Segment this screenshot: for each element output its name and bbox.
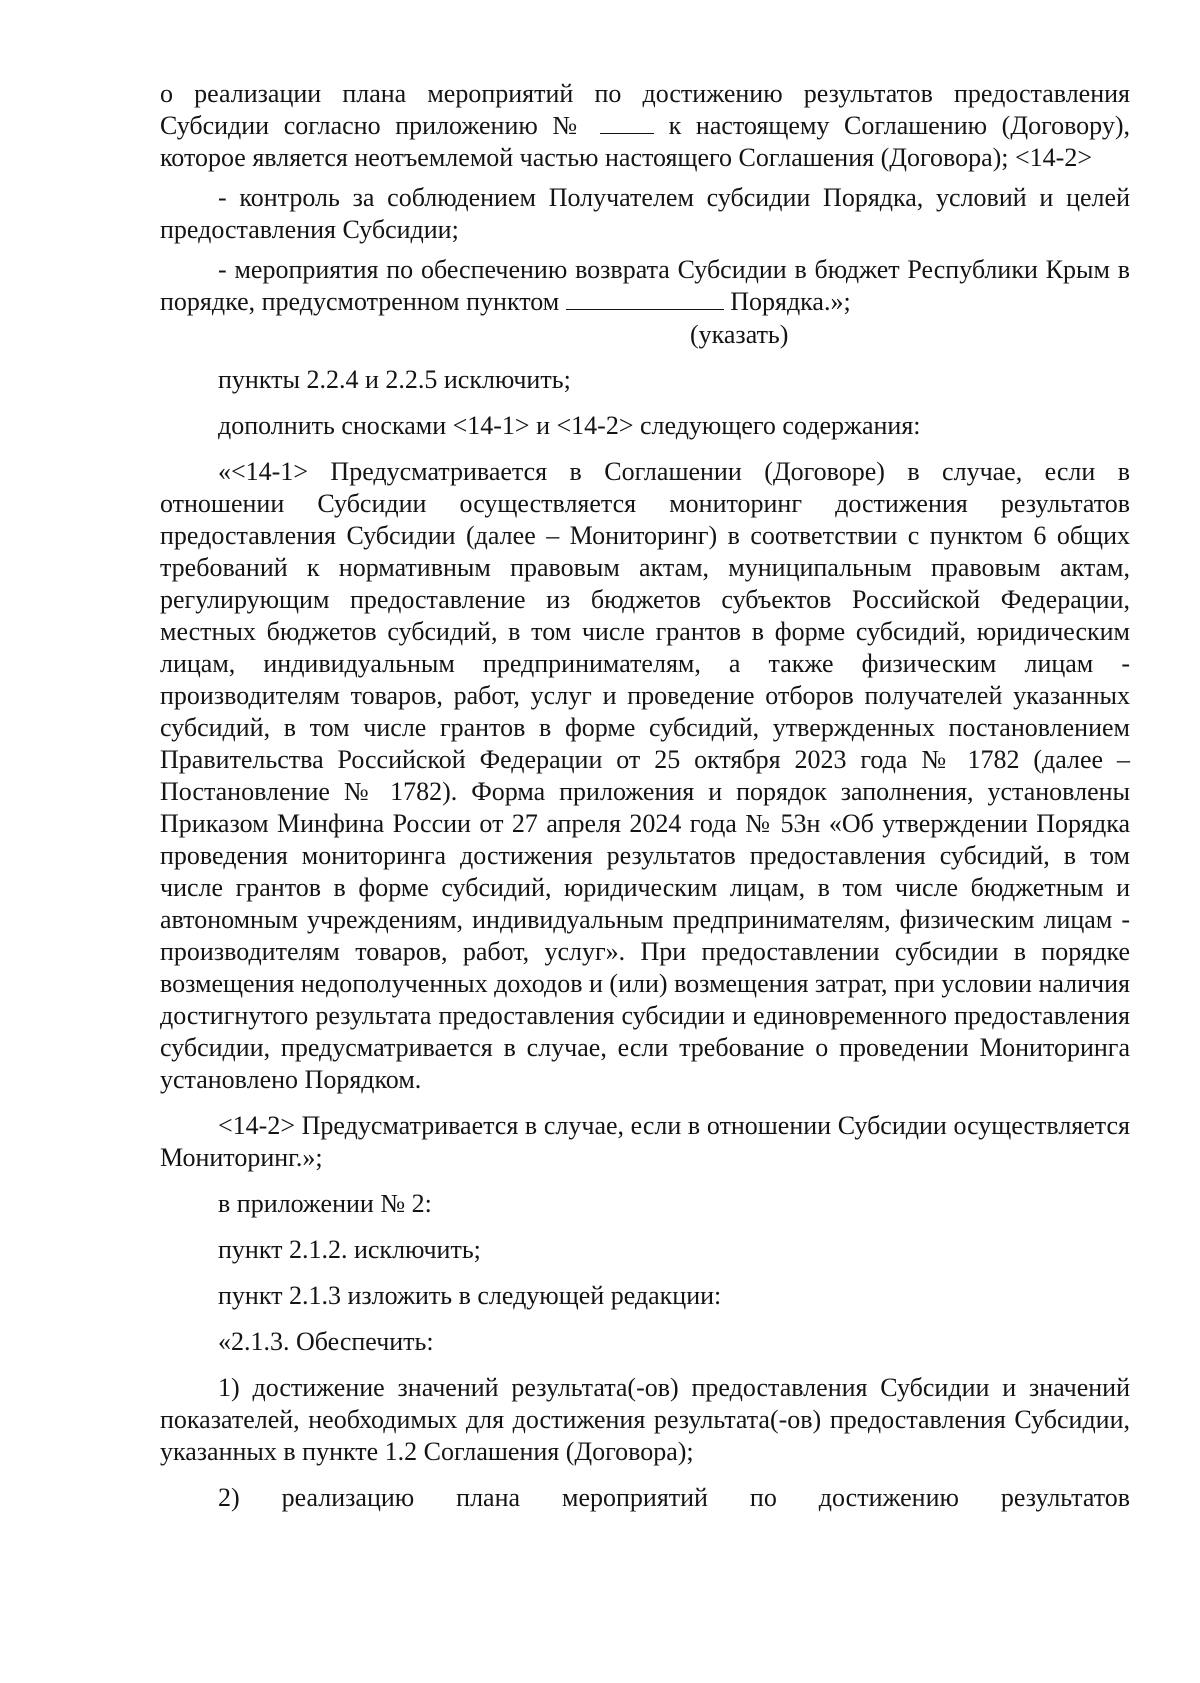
text-line: Порядка.»; — [730, 287, 851, 316]
text-line: - мероприятия по обеспечению возврата Субсидии в бюджет Республики Крым в порядке, предусмотренном пунктом — [160, 255, 1130, 316]
footnote-14-2: <14-2> Предусматривается в случае, если в отношении Субсидии осуществляется Мониторинг.»; — [160, 1111, 1130, 1172]
paragraph-plan-line2 — [160, 110, 1130, 142]
list-item-2: 2) реализацию плана мероприятий по достижению результатов — [218, 1483, 1130, 1512]
paragraph-restate-2-1-3: пункт 2.1.3 изложить в следующей редакции: — [218, 1281, 722, 1310]
paragraph-2-1-3-heading: «2.1.3. Обеспечить: — [218, 1327, 434, 1356]
paragraph-exclude-2-1-2: пункт 2.1.2. исключить; — [218, 1235, 481, 1264]
footnote-14-1: «<14-1> Предусматривается в Соглашении (Договоре) в случае, если в отношении Субсидии осуществляется мониторинг достижения результатов предоставления Субсидии (далее – Мониторинг) в соответствии с пунктом 6 общих требований к нормативным правовым актам, муниципальным правовым актам, регулирующим предоставление из бюджетов субъектов Российской Федерации, местных бюджетов субсидий, в том числе грантов в форме субсидий, юридическим лицам, индивидуальным предпринимателям, а также физическим лицам - производителям товаров, работ, услуг и проведение отборов получателей указанных субсидий, в том числе грантов в форме субсидий, утвержденных постановлением Правительства Российской Федерации от 25 октября 2023 года № 1782 (далее – Постановление № 1782). Форма приложения и порядок заполнения, установлены Приказом Минфина России от 27 апреля 2024 года № 53н «Об утверждении Порядка проведения мониторинга достижения результатов предоставления субсидий, в том числе грантов в форме субсидий, юридическим лицам, в том числе бюджетным и автономным учреждениям, индивидуальным предпринимателям, физическим лицам - производителям товаров, работ, услуг». При предоставлении субсидии в порядке возмещения недополученных доходов и (или) возмещения затрат, при условии наличия достигнутого результата предоставления субсидии и единовременного предоставления субсидии, предусматривается в случае, если требование о проведении Мониторинга установлено Порядком. — [160, 457, 1130, 1094]
paragraph-add-footnotes: дополнить сносками <14-1> и <14-2> следующего содержания: — [218, 411, 921, 440]
blank-field — [566, 287, 724, 310]
blank-field — [600, 111, 654, 134]
paragraph-exclude-points: пункты 2.2.4 и 2.2.5 исключить; — [218, 365, 571, 394]
paragraph-plan-rest: которое является неотъемлемой частью настоящего Соглашения (Договора); <14-2> — [160, 143, 1093, 172]
hint-specify: (указать) — [690, 320, 789, 349]
document-page — [160, 78, 1130, 1514]
paragraph-appendix-2: в приложении № 2: — [218, 1189, 432, 1218]
text-line: о реализации плана мероприятий по достижению результатов предоставления — [160, 79, 1130, 108]
text-line: Субсидии согласно приложению № — [160, 111, 586, 140]
text-line: к настоящему Соглашению (Договору), — [668, 111, 1131, 140]
paragraph-return — [160, 254, 1130, 318]
paragraph-control: - контроль за соблюдением Получателем субсидии Порядка, условий и целей предоставления Субсидии; — [160, 183, 1130, 244]
list-item-1: 1) достижение значений результата(-ов) предоставления Субсидии и значений показателей, необходимых для достижения результата(-ов) предоставления Субсидии, указанных в пункте 1.2 Соглашения (Договора); — [160, 1373, 1130, 1466]
paragraph-plan-line1 — [160, 78, 1130, 110]
